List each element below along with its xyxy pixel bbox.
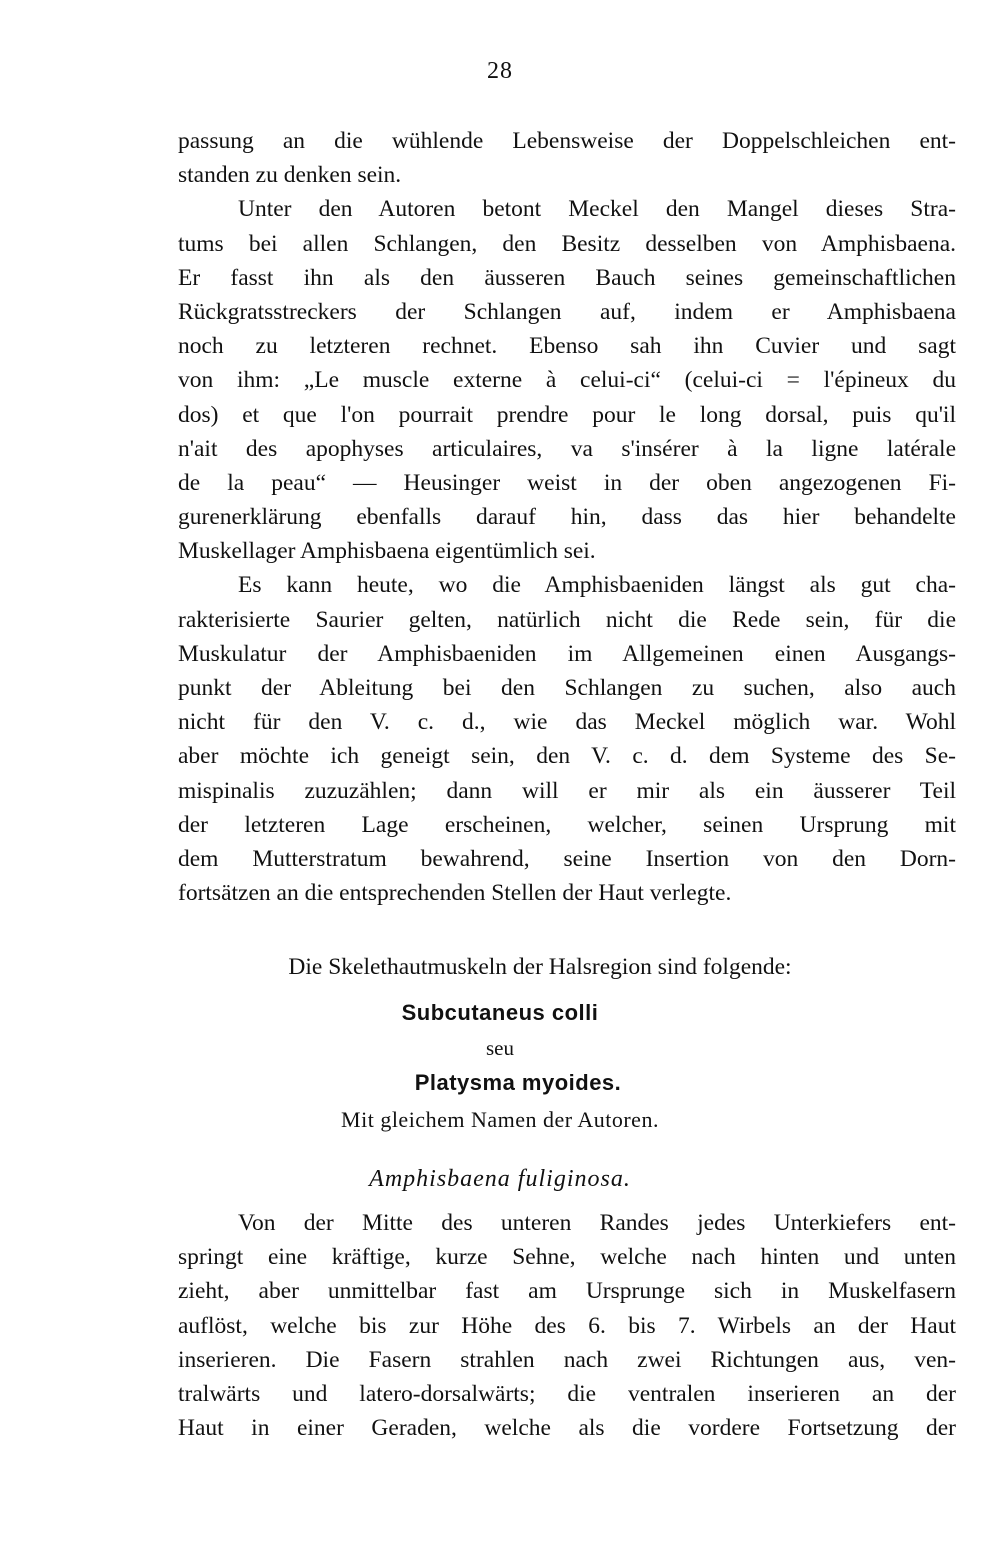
text-line: dem Mutterstratum bewahrend, seine Insertion von den Dorn- xyxy=(178,845,956,872)
section-intro: Die Skelethautmuskeln der Halsregion sind folgende: xyxy=(288,954,792,980)
text-line: fortsätzen an die entsprechenden Stellen der Haut verlegte. xyxy=(178,880,732,907)
text-line: punkt der Ableitung bei den Schlangen zu suchen, also auch xyxy=(178,675,956,701)
section-title-connector: seu xyxy=(486,1036,514,1060)
body-text-block-1 xyxy=(178,124,956,910)
text-line: inserieren. Die Fasern strahlen nach zwei Richtungen aus, ven- xyxy=(178,1346,956,1373)
text-line: tralwärts und latero-dorsalwärts; die ventralen inserieren an der xyxy=(178,1380,956,1407)
text-line: n'ait des apophyses articulaires, va s'insérer à la ligne latérale xyxy=(178,435,956,462)
text-line: zieht, aber unmittelbar fast am Ursprunge sich in Muskelfasern xyxy=(178,1278,956,1305)
text-line: springt eine kräftige, kurze Sehne, welche nach hinten und unten xyxy=(178,1244,956,1271)
text-line: auflöst, welche bis zur Höhe des 6. bis 7. Wirbels an der Haut xyxy=(178,1312,956,1339)
species-heading: Amphisbaena fuliginosa. xyxy=(369,1166,631,1192)
text-line: von ihm: „Le muscle externe à celui-ci“ (celui-ci = l'épineux du xyxy=(178,367,956,394)
text-line: nicht für den V. c. d., wie das Meckel möglich war. Wohl xyxy=(178,709,956,736)
text-line: noch zu letzteren rechnet. Ebenso sah ihn Cuvier und sagt xyxy=(178,333,956,360)
text-line: Von der Mitte des unteren Randes jedes Unterkiefers ent- xyxy=(238,1210,956,1236)
text-line: tums bei allen Schlangen, den Besitz desselben von Amphisbaena. xyxy=(178,230,956,257)
text-line: der letzteren Lage erscheinen, welcher, seinen Ursprung mit xyxy=(178,811,956,838)
section-subtitle: Mit gleichem Namen der Autoren. xyxy=(341,1107,659,1132)
text-line: Haut in einer Geraden, welche als die vordere Fortsetzung der xyxy=(178,1415,956,1442)
page-number: 28 xyxy=(487,58,513,84)
text-line: Muskulatur der Amphisbaeniden im Allgemeinen einen Ausgangs- xyxy=(178,640,956,667)
body-text-block-2 xyxy=(178,1206,956,1445)
text-line: standen zu denken sein. xyxy=(178,162,402,189)
section-title-primary: Subcutaneus colli xyxy=(401,1000,599,1025)
text-line: aber möchte ich geneigt sein, den V. c. d. dem Systeme des Se- xyxy=(178,743,956,770)
text-line: Er fasst ihn als den äusseren Bauch seines gemeinschaftlichen xyxy=(178,264,956,291)
section-title-secondary: Platysma myoides. xyxy=(414,1070,622,1095)
text-line: passung an die wühlende Lebensweise der Doppelschleichen ent- xyxy=(178,128,956,154)
text-line: dos) et que l'on pourrait prendre pour le long dorsal, puis qu'il xyxy=(178,401,956,428)
text-line: mispinalis zuzuzählen; dann will er mir als ein äusserer Teil xyxy=(178,777,956,804)
text-line: rakterisierte Saurier gelten, natürlich nicht die Rede sein, für die xyxy=(178,606,956,633)
text-line: Unter den Autoren betont Meckel den Mangel dieses Stra- xyxy=(238,196,956,223)
text-line: gurenerklärung ebenfalls darauf hin, dass das hier behandelte xyxy=(178,504,956,531)
text-line: Muskellager Amphisbaena eigentümlich sei. xyxy=(178,538,596,565)
text-line: Rückgratsstreckers der Schlangen auf, indem er Amphisbaena xyxy=(178,298,956,325)
text-line: de la peau“ — Heusinger weist in der oben angezogenen Fi- xyxy=(178,469,956,496)
text-line: Es kann heute, wo die Amphisbaeniden längst als gut cha- xyxy=(238,572,956,599)
